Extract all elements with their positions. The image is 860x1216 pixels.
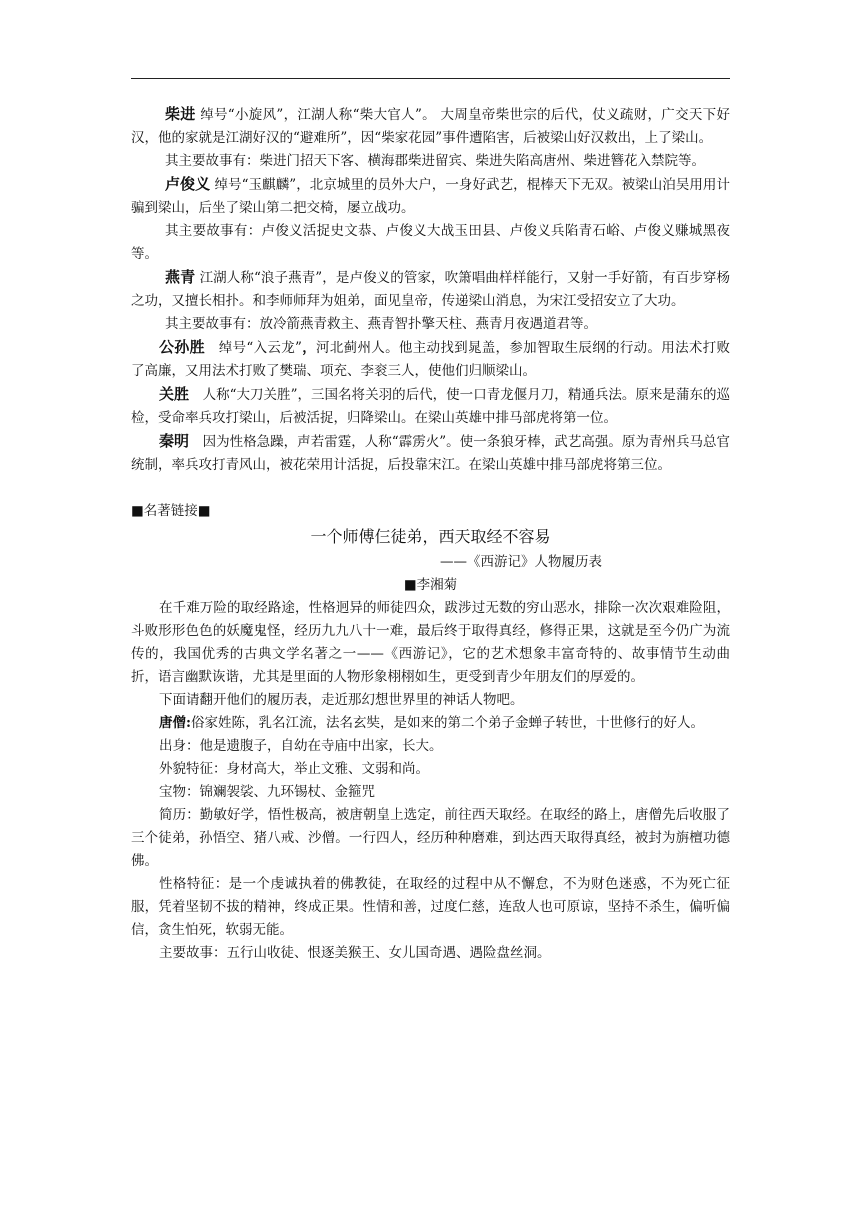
- link-heading: ■名著链接■: [131, 503, 211, 519]
- paragraph-yan-qing: [131, 266, 730, 313]
- article-transition-paragraph: 下面请翻开他们的履历表，走近那幻想世界里的神话人物吧。: [159, 692, 524, 708]
- paragraph-lu-junyi: [131, 173, 730, 220]
- article-subtitle: ——《西游记》人物履历表: [440, 554, 602, 570]
- article-intro-paragraph: 在千难万险的取经路途，性格迥异的师徒四众，跋涉过无数的穷山恶水，排除一次次艰难险阻，斗败形形色色的妖魔鬼怪，经历九九八十一难，最后终于取得真经，修得正果，这就是至今仍广为流传的，我国优秀的古典文学名著之一——《西游记》，它的艺术想象丰富奇特的、故事情节生动曲折，语言幽默诙谐，尤其是里面的人物形象栩栩如生，更受到青少年朋友们的厚爱的。: [131, 600, 730, 685]
- paragraph-gongsun-sheng: [131, 336, 730, 383]
- lu-junyi-stories: 其主要故事有：卢俊义活捉史文恭、卢俊义大战玉田县、卢俊义兵陷青石峪、卢俊义赚城黑夜等。: [131, 223, 730, 262]
- header-rule: [131, 78, 730, 79]
- qin-ming-intro: 因为性格急躁，声若雷霆，人称“霹雳火”。使一条狼牙棒，武艺高强。原为青州兵马总官统制，率兵攻打青风山，被花荣用计活捉，后投靠宋江。在梁山英雄中排马部虎将第三位。: [131, 434, 730, 473]
- paragraph-tang-seng: [131, 712, 730, 735]
- gongsun-sheng-intro: 绰号“入云龙”: [204, 340, 302, 356]
- lu-junyi-intro: 绰号“玉麒麟”，北京城里的员外大户，一身好武艺，棍棒天下无双。被梁山泊吴用用计骗到梁山，后坐了梁山第二把交椅，屡立战功。: [131, 177, 730, 216]
- character-name-guan-sheng: 关胜: [159, 385, 190, 403]
- yan-qing-stories: 其主要故事有：放冷箭燕青救主、燕青智扑擎天柱、燕青月夜遇道君等。: [165, 316, 597, 332]
- gongsun-sheng-comma: ，: [301, 340, 317, 356]
- article-title: 一个师傅仨徒弟，西天取经不容易: [310, 527, 551, 546]
- paragraph-chai-jin: [131, 103, 730, 150]
- tang-seng-looks: 外貌特征：身材高大，举止文雅、文弱和尚。: [159, 761, 429, 777]
- tang-seng-intro: 俗家姓陈，乳名江流，法名玄奘，是如来的第二个弟子金蝉子转世，十世修行的好人。: [190, 715, 704, 731]
- tang-seng-traits: 性格特征：是一个虔诚执着的佛教徒，在取经的过程中从不懈怠，不为财色迷惑，不为死亡征服，凭着坚韧不拔的精神，终成正果。性情和善，过度仁慈，连敌人也可原谅，坚持不杀生，偏听偏信，贪生怕死，软弱无能。: [131, 876, 730, 938]
- character-name-chai-jin: 柴进: [165, 105, 196, 123]
- article-author: ■李湘菊: [403, 577, 458, 593]
- character-name-lu-junyi: 卢俊义: [165, 175, 211, 193]
- paragraph-qin-ming: [131, 430, 730, 477]
- paragraph-guan-sheng: [131, 383, 730, 430]
- yan-qing-intro: 江湖人称“浪子燕青”，是卢俊义的管家，吹箫唱曲样样能行，又射一手好箭，有百步穿杨之功，又擅长相扑。和李师师拜为姐弟，面见皇帝，传递梁山消息，为宋江受招安立了大功。: [131, 270, 730, 309]
- tang-seng-birth: 出身：他是遗腹子，自幼在寺庙中出家，长大。: [159, 738, 443, 754]
- chai-jin-stories: 其主要故事有：柴进门招天下客、横海郡柴进留宾、柴进失陷高唐州、柴进簪花入禁院等。: [165, 153, 705, 169]
- chai-jin-intro: 绰号“小旋风”，江湖人称“柴大官人”。 大周皇帝柴世宗的后代，仗义疏财，广交天下好汉，他的家就是江湖好汉的“避难所”，因“柴家花园”事件遭陷害，后被梁山好汉救出，上了梁山。: [131, 107, 730, 146]
- tang-seng-stories: 主要故事：五行山收徒、恨逐美猴王、女儿国奇遇、遇险盘丝洞。: [159, 945, 551, 961]
- character-name-tang-seng: 唐僧:: [159, 715, 191, 731]
- document-body: [131, 103, 730, 965]
- character-name-gongsun-sheng: 公孙胜: [159, 338, 205, 356]
- gongsun-sheng-rest: 河北蓟州人。他主动找到晁盖，参加智取生辰纲的行动。用法术打败了高廉，又用法术打败了樊瑞、项充、李衮三人，使他们归顺梁山。: [131, 340, 730, 379]
- tang-seng-resume: 简历：勤敏好学，悟性极高，被唐朝皇上选定，前往西天取经。在取经的路上，唐僧先后收服了三个徒弟，孙悟空、猪八戒、沙僧。一行四人，经历种种磨难，到达西天取得真经，被封为旃檀功德佛。: [131, 807, 730, 869]
- character-name-qin-ming: 秦明: [159, 432, 190, 450]
- tang-seng-treasure: 宝物：锦斓袈裟、九环锡杖、金箍咒: [159, 784, 375, 800]
- guan-sheng-intro: 人称“大刀关胜”，三国名将关羽的后代，使一口青龙偃月刀，精通兵法。原来是蒲东的巡检，受命率兵攻打梁山，后被活捉，归降梁山。在梁山英雄中排马部虎将第一位。: [131, 387, 730, 426]
- character-name-yan-qing: 燕青: [165, 268, 196, 286]
